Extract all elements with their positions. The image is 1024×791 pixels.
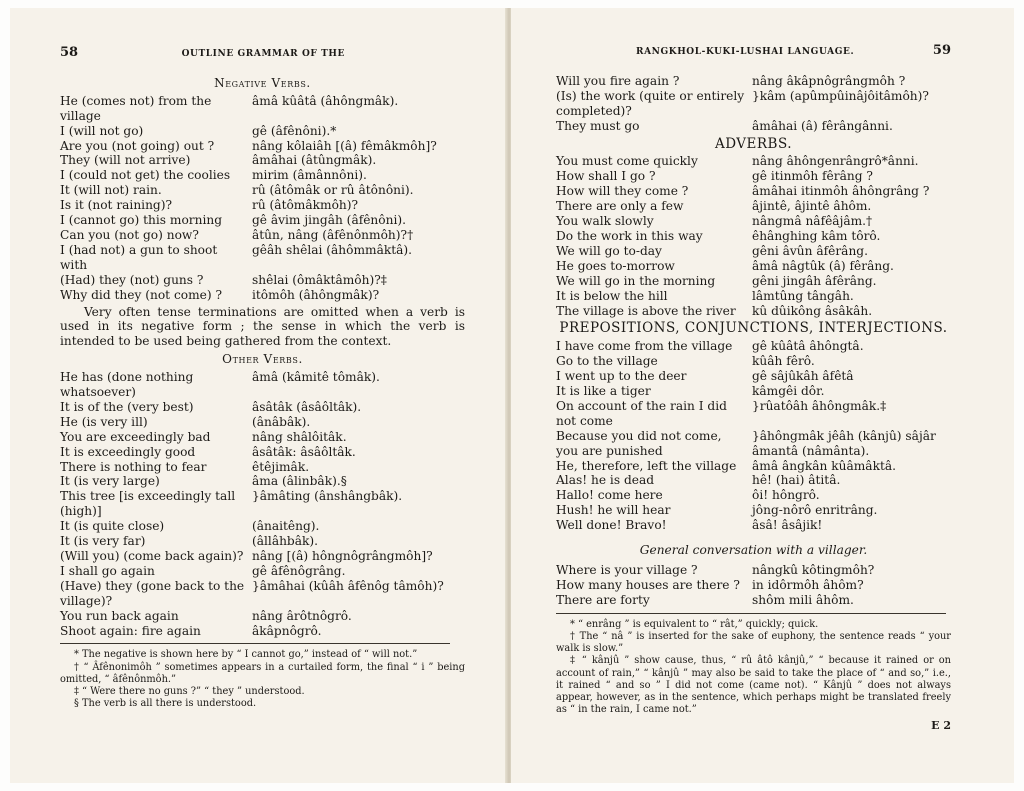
entry-row — [556, 459, 951, 474]
lushai-translation: âtûn, nâng (âfênônmôh)?† — [252, 227, 414, 242]
english-phrase: He, therefore, left the village — [556, 458, 737, 473]
english-phrase: We will go in the morning — [556, 273, 716, 288]
lushai-translation: (âllâhbâk). — [252, 534, 319, 549]
entry-row — [60, 549, 465, 564]
lushai-translation: nângkû kôtingmôh? — [752, 563, 875, 577]
entry-row — [556, 74, 951, 89]
entry-row — [556, 578, 951, 593]
lushai-translation: êtêjimâk. — [252, 459, 310, 474]
lushai-translation: âmâ ângkân kûâmâktâ. — [752, 458, 897, 473]
right-page-number: 59 — [932, 43, 951, 58]
english-phrase: He has (done nothing whatsoever) — [60, 370, 194, 400]
lushai-translation: nâng ârôtnôgrô. — [252, 608, 352, 623]
left-running-head: OUTLINE GRAMMAR OF THE — [181, 49, 345, 59]
lushai-translation: nâng kôlaiâh [(â) fêmâkmôh]? — [252, 138, 437, 153]
entry-row — [556, 274, 951, 289]
lushai-translation: rû (âtômâkmôh)? — [252, 198, 359, 213]
lushai-translation: âjintê, âjintê âhôm. — [752, 199, 872, 214]
entry-row — [556, 354, 951, 369]
lushai-translation: nângmâ nâfêâjâm.† — [752, 214, 873, 229]
entry-row — [556, 259, 951, 274]
lushai-translation: gê âfênôgrâng. — [252, 563, 346, 578]
lushai-translation: mirim (âmânnôni). — [252, 168, 367, 183]
entry-row — [60, 198, 465, 213]
lushai-translation: âmâ nâgtûk (â) fêrâng. — [752, 258, 894, 273]
lushai-translation: shôm mili âhôm. — [752, 592, 854, 607]
english-phrase: They must go — [556, 118, 640, 133]
lushai-translation: nâng shâlôitâk. — [252, 429, 347, 444]
english-phrase: Will you fire again ? — [556, 73, 680, 88]
entry-row — [60, 243, 465, 273]
entry-row — [556, 199, 951, 214]
lushai-translation: âmâ kûâtâ (âhôngmâk). — [252, 93, 399, 108]
entry-row — [60, 430, 465, 445]
footnote: † The “ nâ ” is inserted for the sake of euphony, the sentence reads “ your walk is slow.” — [556, 630, 951, 655]
negative-verbs-list — [60, 94, 465, 303]
lushai-translation: shêlai (ômâktâmôh)?‡ — [252, 272, 387, 287]
lushai-translation: (ânaitêng). — [252, 519, 320, 534]
entry-row — [556, 518, 951, 533]
footnote-rule — [60, 643, 450, 644]
english-phrase: Can you (not go) now? — [60, 227, 199, 242]
left-page — [10, 8, 507, 783]
lushai-translation: ôi! hôngrô. — [752, 488, 820, 503]
lushai-translation: gêni jingâh âfêrâng. — [752, 273, 877, 288]
entry-row — [60, 370, 465, 400]
entry-row — [60, 489, 465, 519]
english-phrase: I (cannot go) this morning — [60, 213, 223, 228]
english-phrase: I have come from the village — [556, 339, 733, 354]
entry-row — [60, 474, 465, 489]
english-phrase: (Have) they (gone back to the village)? — [60, 578, 245, 608]
lushai-translation: kâmgêi dôr. — [752, 384, 825, 399]
conversation-list — [556, 563, 951, 608]
english-phrase: (Is) the work (quite or entirely completed)? — [556, 88, 745, 118]
lushai-translation: gê sâjûkâh âfêtâ — [752, 369, 854, 384]
entry-row — [60, 400, 465, 415]
lushai-translation: kû dûikông âsâkâh. — [752, 303, 873, 318]
entry-row — [60, 94, 465, 124]
lushai-translation: hê! (hai) âtitâ. — [752, 473, 841, 488]
lushai-translation: rû (âtômâk or rû âtônôni). — [252, 183, 414, 198]
lushai-translation: jông-nôrô enritrâng. — [752, 503, 878, 518]
english-phrase: (Will you) (come back again)? — [60, 549, 244, 563]
english-phrase: I (will not go) — [60, 123, 144, 138]
english-phrase: Because you did not come, you are punished — [556, 428, 722, 458]
english-phrase: Hallo! come here — [556, 488, 663, 503]
english-phrase: I shall go again — [60, 563, 155, 578]
english-phrase: You run back again — [60, 608, 179, 623]
other-verbs-list — [60, 370, 465, 638]
english-phrase: (Had) they (not) guns ? — [60, 272, 204, 287]
negative-verbs-paragraph: Very often tense terminations are omitted when a verb is used in its negative form ; the sense in which the verb is intended to be used being gathered from the context. — [60, 304, 465, 349]
right-footnotes — [556, 619, 951, 717]
english-phrase: Well done! Bravo! — [556, 518, 667, 533]
entry-row — [60, 609, 465, 624]
entry-row — [556, 154, 951, 169]
lushai-translation: }kâm (apûmpûinâjôitâmôh)? — [752, 88, 929, 103]
english-phrase: It is below the hill — [556, 288, 668, 303]
english-phrase: On account of the rain I did not come — [556, 398, 727, 428]
english-phrase: He (is very ill) — [60, 414, 148, 429]
lushai-translation: }âmâhai (kûâh âfênôg tâmôh)? — [252, 578, 444, 593]
right-page — [511, 8, 1014, 783]
entry-row — [556, 593, 951, 608]
lushai-translation: gê (âfênôni).* — [252, 123, 337, 138]
english-phrase: We will go to-day — [556, 243, 662, 258]
left-page-number: 58 — [60, 45, 79, 60]
english-phrase: He goes to-morrow — [556, 258, 675, 273]
entry-row — [60, 213, 465, 228]
lushai-translation: gê itinmôh fêrâng ? — [752, 169, 873, 184]
english-phrase: It (is very large) — [60, 474, 160, 489]
right-page-header — [556, 44, 951, 60]
entry-row — [60, 445, 465, 460]
english-phrase: It (is very far) — [60, 534, 146, 549]
lushai-translation: êhânghing kâm tôrô. — [752, 228, 881, 243]
verbs-continued-list — [556, 74, 951, 134]
entry-row — [60, 415, 465, 430]
english-phrase: The village is above the river — [556, 303, 736, 318]
lushai-translation: âmâ (kâmitê tômâk). — [252, 370, 380, 385]
english-phrase: They (will not arrive) — [60, 153, 191, 168]
entry-row — [556, 304, 951, 319]
entry-row — [556, 229, 951, 244]
english-phrase: Go to the village — [556, 354, 658, 369]
lushai-translation: (ânâbâk). — [252, 414, 311, 429]
entry-row — [60, 228, 465, 243]
entry-row — [556, 214, 951, 229]
english-phrase: Hush! he will hear — [556, 503, 671, 518]
english-phrase: I (had not) a gun to shoot with — [60, 242, 218, 272]
heading-other-verbs: Other Verbs. — [222, 352, 303, 367]
entry-row — [556, 119, 951, 134]
entry-row — [556, 563, 951, 578]
entry-row — [60, 460, 465, 475]
entry-row — [60, 273, 465, 288]
english-phrase: Is it (not raining)? — [60, 198, 173, 213]
footnote: ‡ “ Were there no guns ?” “ they ” understood. — [74, 686, 305, 698]
left-page-header — [60, 46, 465, 62]
entry-row — [60, 288, 465, 303]
footnote: * The negative is shown here by “ I cannot go,” instead of “ will not.” — [74, 649, 418, 661]
english-phrase: Are you (not going) out ? — [60, 138, 215, 153]
entry-row — [556, 369, 951, 384]
entry-row — [556, 399, 951, 429]
entry-row — [60, 153, 465, 168]
right-page-content — [556, 44, 951, 734]
entry-row — [60, 564, 465, 579]
footnote-rule — [556, 613, 946, 614]
entry-row — [60, 624, 465, 639]
right-running-head: RANGKHOL-KUKI-LUSHAI LANGUAGE. — [636, 47, 855, 57]
lushai-translation: itômôh (âhôngmâk)? — [252, 287, 380, 302]
prepositions-list — [556, 339, 951, 533]
english-phrase: How will they come ? — [556, 184, 689, 199]
entry-row — [556, 169, 951, 184]
english-phrase: Do the work in this way — [556, 228, 703, 243]
left-page-content — [60, 46, 465, 710]
lushai-translation: }âmâting (ânshângbâk). — [252, 489, 403, 504]
lushai-translation: }rûatôâh âhôngmâk.‡ — [752, 398, 887, 413]
footnote: * “ enrâng ” is equivalent to “ rât,” quickly; quick. — [570, 618, 819, 630]
lushai-translation: nâng âkâpnôgrângmôh ? — [752, 73, 906, 88]
entry-row — [556, 429, 951, 459]
lushai-translation: âsâtâk (âsâôltâk). — [252, 399, 362, 414]
lushai-translation: nâng [(â) hôngnôgrângmôh]? — [252, 549, 433, 563]
footnote: ‡ “ kânjû ” show cause, thus, “ rû âtô kânjû,” “ because it rained or on account of rain,” “ kânjû ” may also be said to take the place of “ and so,” i.e., it rained “ and so ” I did not come (came not). “ Kânjû ” does not always appear, however, as in the sentence, which perhaps might be translated freely as “ in the rain, I came not.” — [556, 655, 951, 716]
entry-row — [556, 89, 951, 119]
entry-row — [60, 579, 465, 609]
english-phrase: Shoot again: fire again — [60, 623, 201, 638]
lushai-translation: gê âvim jingâh (âfênôni). — [252, 213, 406, 228]
lushai-translation: gêni âvûn âfêrâng. — [752, 243, 868, 258]
entry-row — [556, 244, 951, 259]
heading-prepositions: PREPOSITIONS, CONJUNCTIONS, INTERJECTIONS. — [559, 320, 948, 337]
english-phrase: It (will not) rain. — [60, 183, 162, 198]
entry-row — [60, 534, 465, 549]
lushai-translation: nâng âhôngenrângrô*ânni. — [752, 154, 919, 169]
lushai-translation: âkâpnôgrô. — [252, 623, 322, 638]
lushai-translation: âmâhai itinmôh âhôngrâng ? — [752, 184, 930, 199]
adverbs-list — [556, 154, 951, 318]
lushai-translation: kûâh fêrô. — [752, 354, 815, 369]
english-phrase: This tree [is exceedingly tall (high)] — [60, 489, 236, 519]
entry-row — [60, 183, 465, 198]
lushai-translation: âmâhai (âtûngmâk). — [252, 153, 377, 168]
entry-row — [556, 339, 951, 354]
entry-row — [60, 168, 465, 183]
entry-row — [556, 488, 951, 503]
heading-conversation: General conversation with a villager. — [639, 543, 868, 558]
english-phrase: He (comes not) from the village — [60, 93, 212, 123]
english-phrase: How shall I go ? — [556, 169, 656, 184]
english-phrase: There is nothing to fear — [60, 459, 207, 474]
english-phrase: I went up to the deer — [556, 369, 687, 384]
lushai-translation: âmâhai (â) fêrângânni. — [752, 118, 893, 133]
lushai-translation: âma (âlinbâk).§ — [252, 474, 347, 489]
footnote: § The verb is all there is understood. — [74, 698, 257, 710]
english-phrase: I (could not get) the coolies — [60, 168, 231, 183]
english-phrase: Where is your village ? — [556, 563, 698, 577]
lushai-translation: in idôrmôh âhôm? — [752, 577, 864, 592]
english-phrase: It is exceedingly good — [60, 444, 196, 459]
entry-row — [60, 124, 465, 139]
lushai-translation: }âhôngmâk jêâh (kânjû) sâjâr âmantâ (nâmânta). — [752, 428, 936, 458]
english-phrase: There are only a few — [556, 199, 684, 214]
english-phrase: How many houses are there ? — [556, 577, 740, 592]
english-phrase: It (is quite close) — [60, 519, 165, 534]
english-phrase: It is of the (very best) — [60, 399, 194, 414]
heading-adverbs: ADVERBS. — [714, 135, 793, 152]
entry-row — [60, 519, 465, 534]
entry-row — [556, 184, 951, 199]
lushai-translation: âsâtâk: âsâôltâk. — [252, 444, 356, 459]
english-phrase: Why did they (not come) ? — [60, 287, 223, 302]
english-phrase: You are exceedingly bad — [60, 429, 211, 444]
entry-row — [556, 503, 951, 518]
english-phrase: There are forty — [556, 592, 650, 607]
entry-row — [556, 473, 951, 488]
signature-mark: E 2 — [931, 719, 951, 733]
english-phrase: It is like a tiger — [556, 384, 651, 399]
entry-row — [556, 384, 951, 399]
lushai-translation: lâmtûng tângâh. — [752, 288, 854, 303]
entry-row — [556, 289, 951, 304]
english-phrase: You must come quickly — [556, 154, 698, 169]
footnote: † “ Âfênonimôh ” sometimes appears in a curtailed form, the final “ i ” being omitted, “ âfênônmôh.” — [60, 661, 465, 685]
left-footnotes — [60, 649, 465, 710]
lushai-translation: âsâ! âsâjik! — [752, 518, 823, 533]
lushai-translation: gê kûâtâ âhôngtâ. — [752, 339, 864, 354]
heading-negative-verbs: Negative Verbs. — [214, 75, 311, 90]
english-phrase: Alas! he is dead — [556, 473, 655, 488]
english-phrase: You walk slowly — [556, 214, 654, 229]
entry-row — [60, 139, 465, 154]
lushai-translation: gêâh shêlai (âhômmâktâ). — [252, 242, 413, 257]
